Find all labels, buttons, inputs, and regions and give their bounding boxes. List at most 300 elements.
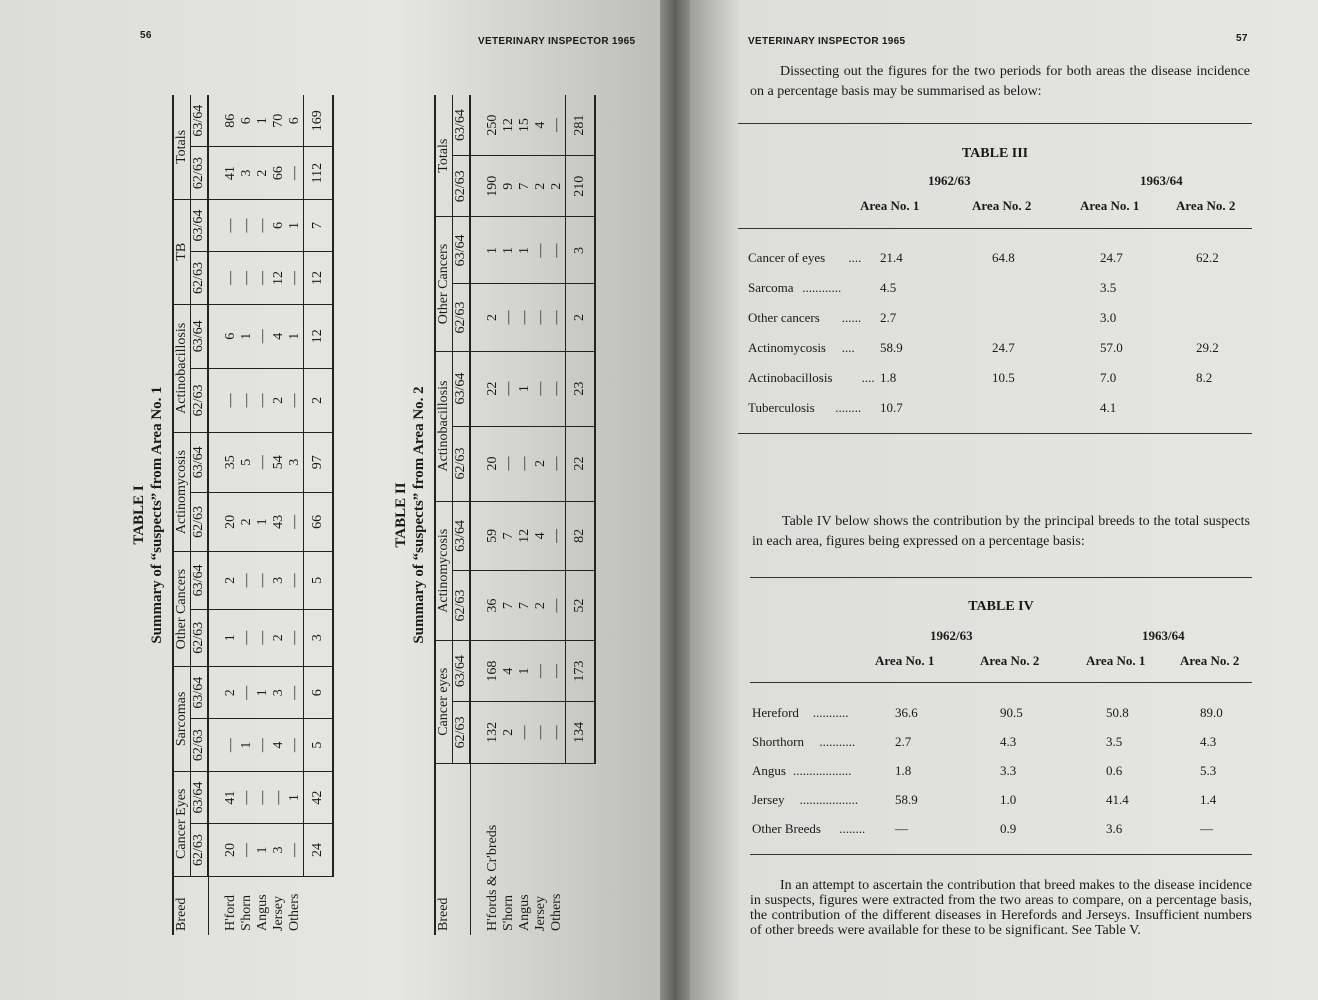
table-3-leader-dots: ........ xyxy=(835,400,862,415)
right-page xyxy=(690,0,1318,1000)
table-4-row-label: Shorthorn xyxy=(752,734,804,749)
table-1-totals-row xyxy=(304,95,334,935)
table-2-cell: 190 xyxy=(470,156,501,217)
table-4-area-header: Area No. 2 xyxy=(980,653,1040,668)
table-3-cell: 4.5 xyxy=(880,280,897,295)
table-1-cell: 1 xyxy=(255,666,271,718)
table-4-year-header: 1962/63 xyxy=(930,628,973,643)
table-1-cell: 1 xyxy=(255,492,271,552)
table-1-cell: — xyxy=(255,609,271,666)
table-2-cell: — xyxy=(549,217,566,284)
table-1-row xyxy=(208,95,239,935)
table-1-cell: — xyxy=(239,552,255,609)
table-2-total-cell: 22 xyxy=(566,426,596,501)
rule xyxy=(738,433,1252,434)
table-2-period-header: 63/64 xyxy=(453,640,471,701)
table-1-cell: 86 xyxy=(208,95,239,147)
table-1-period-header: 63/64 xyxy=(191,552,209,609)
table-2-cell: — xyxy=(549,702,566,763)
table-3-row-label: Actinomycosis xyxy=(748,340,826,355)
table-4-leader-dots: .................. xyxy=(799,792,859,807)
table-2-cell: — xyxy=(549,95,566,156)
table-4-cell: 5.3 xyxy=(1200,763,1217,778)
table-3-cell: 64.8 xyxy=(992,250,1015,265)
table-1-cell: 3 xyxy=(239,147,255,199)
table-4-cell: 41.4 xyxy=(1106,792,1129,807)
table-4-cell: 3.5 xyxy=(1106,734,1123,749)
table-2-cell: — xyxy=(501,351,517,426)
rule xyxy=(750,577,1252,578)
table-2-cell: — xyxy=(549,351,566,426)
table-1-cell: — xyxy=(239,666,255,718)
table-1-cell: — xyxy=(287,719,304,771)
table-4-cell: — xyxy=(895,821,908,836)
table-1-cell: — xyxy=(287,147,304,199)
table-2-cell: 4 xyxy=(501,640,517,701)
table-2-total-cell: 210 xyxy=(566,156,596,217)
table-2-row xyxy=(501,95,517,935)
rule xyxy=(738,228,1252,229)
table-2-period-header: 62/63 xyxy=(453,702,471,763)
table-3-area-header: Area No. 1 xyxy=(860,198,920,213)
table-1-row-label: Angus xyxy=(255,894,270,931)
table-1-cell: — xyxy=(287,824,304,876)
table-4-cell: 89.0 xyxy=(1200,705,1223,720)
table-3-cell: 3.0 xyxy=(1100,310,1117,325)
table-1-cell: — xyxy=(255,552,271,609)
table-2-row-label: Others xyxy=(549,893,565,931)
table-2-period-header: 63/64 xyxy=(453,501,471,571)
table-1-breed-header: Breed xyxy=(173,876,208,935)
table-2-cell: 59 xyxy=(470,501,501,571)
table-1-cell: — xyxy=(287,552,304,609)
table-1-cell: 41 xyxy=(208,147,239,199)
table-3-title: TABLE III xyxy=(961,146,1029,161)
table-2-group-header: Actinomycosis xyxy=(435,501,453,640)
table-1-row-label: Others xyxy=(287,893,303,931)
table-3-cell: 24.7 xyxy=(1100,250,1123,265)
table-3-cell: 1.8 xyxy=(880,370,897,385)
table-3-leader-dots: .... xyxy=(848,250,862,265)
table-2-period-header: 63/64 xyxy=(453,351,471,426)
table-3-row-label: Other cancers xyxy=(748,310,820,325)
table-2-period-header: 62/63 xyxy=(453,284,471,351)
table-1-period-header: 63/64 xyxy=(191,304,209,368)
table-1-group-header: Sarcomas xyxy=(173,666,191,771)
table-1-total-cell: 169 xyxy=(304,95,334,147)
table-1-cell: — xyxy=(287,368,304,432)
table-1-cell: 2 xyxy=(208,666,239,718)
table-2-subtitle: Summary of “suspects” from Area No. 2 xyxy=(411,386,427,644)
table-2-total-cell: 3 xyxy=(566,217,596,284)
table-1-cell: — xyxy=(208,252,239,304)
table-1-cell: — xyxy=(239,199,255,251)
table-4-year-header: 1963/64 xyxy=(1142,628,1185,643)
table-2-cell: — xyxy=(549,501,566,571)
running-header-right: VETERINARY INSPECTOR 1965 xyxy=(748,36,906,47)
table-1-row-label: Jersey xyxy=(271,896,286,931)
table-1-cell: 1 xyxy=(287,304,304,368)
table-1-cell: 4 xyxy=(271,719,287,771)
table-1-cell: — xyxy=(255,368,271,432)
table-4-cell: 1.4 xyxy=(1200,792,1217,807)
table-1-cell: — xyxy=(239,771,255,823)
table-4-leader-dots: ........ xyxy=(839,821,866,836)
table-4-cell: 0.9 xyxy=(1000,821,1017,836)
table-1-cell: — xyxy=(208,719,239,771)
table-2-row-label: Jersey xyxy=(533,896,548,931)
table-1-period-header: 62/63 xyxy=(191,609,209,666)
table-4-row-label: Angus xyxy=(752,763,786,778)
table-4-row-label: Hereford xyxy=(752,705,799,720)
table-1-period-header: 63/64 xyxy=(191,199,209,251)
table-2-cell: — xyxy=(517,426,533,501)
table-1-total-cell: 42 xyxy=(304,771,334,823)
table-2-cell: 9 xyxy=(501,156,517,217)
table-1-cell: — xyxy=(255,719,271,771)
table-2-group-header: Other Cancers xyxy=(435,217,453,351)
rule xyxy=(750,682,1252,683)
table-2-cell: 4 xyxy=(533,95,549,156)
table-3-cell: 8.2 xyxy=(1196,370,1213,385)
table-2-title: TABLE II xyxy=(393,482,409,548)
table-1-cell: 6 xyxy=(271,199,287,251)
table-1-cell: 3 xyxy=(271,824,287,876)
table-2-cell: — xyxy=(533,702,549,763)
table-1-total-cell: 5 xyxy=(304,719,334,771)
page-number-right: 57 xyxy=(1236,33,1248,44)
table-1-row xyxy=(255,95,271,935)
table-1-cell: 3 xyxy=(287,432,304,492)
rule xyxy=(738,123,1252,124)
table-2-cell: 132 xyxy=(470,702,501,763)
table-1-group-header: Actinobacillosis xyxy=(173,304,191,432)
table-3-cell: 29.2 xyxy=(1196,340,1219,355)
table-2-total-cell: 2 xyxy=(566,284,596,351)
table-1-grid xyxy=(172,95,334,935)
table-1-period-header: 62/63 xyxy=(191,492,209,552)
table-3-area-header: Area No. 2 xyxy=(1176,198,1236,213)
table-2-period-header: 63/64 xyxy=(453,217,471,284)
table-2-cell: 7 xyxy=(501,501,517,571)
table-1-row xyxy=(239,95,255,935)
table-2-total-cell: 134 xyxy=(566,702,596,763)
table-3-cell: 62.2 xyxy=(1196,250,1219,265)
table-2-row xyxy=(470,95,501,935)
table-2-cell: 4 xyxy=(533,501,549,571)
table-1-cell: — xyxy=(271,771,287,823)
table-3-leader-dots: ...... xyxy=(841,310,862,325)
table-1-cell: 1 xyxy=(287,771,304,823)
table-4-cell: 4.3 xyxy=(1200,734,1217,749)
table-2-cell: 7 xyxy=(517,156,533,217)
table-1-period-header: 62/63 xyxy=(191,719,209,771)
table-2-cell: 2 xyxy=(533,426,549,501)
table-1-cell: 3 xyxy=(271,552,287,609)
table-2-cell: 1 xyxy=(517,217,533,284)
table-1-cell: 20 xyxy=(208,824,239,876)
table-1-period-header: 62/63 xyxy=(191,252,209,304)
table-1-total-cell: 112 xyxy=(304,147,334,199)
table-2-cell: — xyxy=(549,640,566,701)
table-1-cell: 1 xyxy=(255,95,271,147)
table-4-area-header: Area No. 1 xyxy=(1086,653,1146,668)
intro-paragraph: Dissecting out the figures for the two periods for both areas the disease incidence on a percentage basis may be summarised as below: xyxy=(750,64,1250,99)
table-1-cell: — xyxy=(255,199,271,251)
table-2-period-header: 62/63 xyxy=(453,571,471,641)
table-2-cell: 1 xyxy=(517,351,533,426)
table-1-cell: 3 xyxy=(271,666,287,718)
table-2-cell: 2 xyxy=(501,702,517,763)
mid-paragraph: Table IV below shows the contribution by the principal breeds to the total suspects in each area, figures being expressed on a percentage basis: xyxy=(752,514,1250,549)
table-2-breed-header: Breed xyxy=(435,763,470,935)
table-2-cell: 1 xyxy=(501,217,517,284)
table-1-cell: — xyxy=(239,824,255,876)
table-3-row-label: Actinobacillosis xyxy=(748,370,833,385)
table-1-cell: — xyxy=(239,368,255,432)
table-2-totals-label xyxy=(566,763,596,935)
table-1-cell: 5 xyxy=(239,432,255,492)
table-1-row-label: H'ford xyxy=(222,895,238,931)
table-1-cell: 2 xyxy=(239,492,255,552)
table-1-row xyxy=(271,95,287,935)
table-2-row-label: H'fords & Cr'breds xyxy=(484,824,500,931)
table-2-cell: 2 xyxy=(549,156,566,217)
table-1-cell: 1 xyxy=(208,609,239,666)
table-3-area-header: Area No. 2 xyxy=(972,198,1032,213)
table-2-cell: — xyxy=(549,571,566,641)
closing-paragraph: In an attempt to ascertain the contribution that breed makes to the disease incidence in suspects, figures were extracted from the two areas to compare, on a percentage basis, the contribution of the different diseases in Herefords and Jerseys. Insufficient numbers of other breeds were available for these to be significant. See Table V. xyxy=(750,878,1252,938)
table-2-total-cell: 82 xyxy=(566,501,596,571)
table-1-totals-label xyxy=(304,876,334,935)
table-2-cell: — xyxy=(533,351,549,426)
rule xyxy=(750,854,1252,855)
table-1-period-header: 62/63 xyxy=(191,824,209,876)
table-1-cell: 41 xyxy=(208,771,239,823)
table-1-subtitle: Summary of “suspects” from Area No. 1 xyxy=(149,386,165,644)
table-1-cell: 66 xyxy=(271,147,287,199)
table-4-cell: 36.6 xyxy=(895,705,918,720)
table-2-cell: 168 xyxy=(470,640,501,701)
table-4-area-header: Area No. 1 xyxy=(875,653,935,668)
table-4-area-header: Area No. 2 xyxy=(1180,653,1240,668)
table-1-cell: — xyxy=(287,492,304,552)
table-1-cell: 2 xyxy=(271,609,287,666)
table-3-leader-dots: .... xyxy=(841,340,855,355)
table-4-cell: 50.8 xyxy=(1106,705,1129,720)
table-4-cell: — xyxy=(1200,821,1213,836)
table-2-row-label: S'horn xyxy=(501,895,516,931)
table-1-cell: 6 xyxy=(287,95,304,147)
table-1-total-cell: 5 xyxy=(304,552,334,609)
table-4-leader-dots: .................. xyxy=(793,763,852,778)
table-2-row xyxy=(533,95,549,935)
table-2-totals-row xyxy=(566,95,596,935)
table-1-cell: 4 xyxy=(271,304,287,368)
table-1 xyxy=(130,95,334,935)
table-2-cell: — xyxy=(533,640,549,701)
table-3-leader-dots: .... xyxy=(861,370,875,385)
table-2-cell: — xyxy=(549,284,566,351)
table-1-cell: 12 xyxy=(271,252,287,304)
table-3-row-label: Cancer of eyes xyxy=(748,250,826,265)
table-1-period-header: 62/63 xyxy=(191,147,209,199)
table-2-row xyxy=(517,95,533,935)
table-3-cell: 21.4 xyxy=(880,250,903,265)
table-2-cell: 12 xyxy=(501,95,517,156)
table-2-total-cell: 281 xyxy=(566,95,596,156)
table-1-total-cell: 24 xyxy=(304,824,334,876)
table-3-row-label: Tuberculosis xyxy=(748,400,815,415)
table-1-cell: — xyxy=(255,304,271,368)
table-1-cell: 6 xyxy=(208,304,239,368)
table-1-cell: — xyxy=(287,666,304,718)
table-1-group-header: Other Cancers xyxy=(173,552,191,667)
table-3-year-header: 1962/63 xyxy=(928,173,971,188)
table-1-cell: 6 xyxy=(239,95,255,147)
table-1-total-cell: 6 xyxy=(304,666,334,718)
table-3-area-header: Area No. 1 xyxy=(1080,198,1140,213)
table-2-group-header: Cancer eyes xyxy=(435,640,453,763)
table-2-cell: 12 xyxy=(517,501,533,571)
table-3-leader-dots: ............ xyxy=(802,280,842,295)
table-2-cell: 2 xyxy=(533,571,549,641)
table-3-cell: 7.0 xyxy=(1100,370,1117,385)
page-number-left: 56 xyxy=(140,30,152,41)
table-2-cell: 1 xyxy=(517,640,533,701)
table-4-cell: 1.8 xyxy=(895,763,912,778)
table-1-period-header: 63/64 xyxy=(191,95,209,147)
table-1-cell: 54 xyxy=(271,432,287,492)
table-1-cell: — xyxy=(239,252,255,304)
table-2-cell: — xyxy=(533,284,549,351)
table-1-cell: 1 xyxy=(239,304,255,368)
table-1-cell: — xyxy=(255,252,271,304)
table-1-cell: 2 xyxy=(208,552,239,609)
table-2-period-header: 63/64 xyxy=(453,95,471,156)
table-1-cell: 1 xyxy=(287,199,304,251)
table-2-cell: — xyxy=(501,426,517,501)
table-2-cell: 7 xyxy=(517,571,533,641)
table-2-period-header: 62/63 xyxy=(453,426,471,501)
table-1-total-cell: 3 xyxy=(304,609,334,666)
table-2-group-header: Actinobacillosis xyxy=(435,351,453,501)
table-3-row-label: Sarcoma xyxy=(748,280,794,295)
table-1-cell: 1 xyxy=(255,824,271,876)
table-3-cell: 57.0 xyxy=(1100,340,1123,355)
table-2-cell: 15 xyxy=(517,95,533,156)
table-4-cell: 0.6 xyxy=(1106,763,1123,778)
table-2 xyxy=(392,95,596,935)
table-1-group-header: Totals xyxy=(173,95,191,199)
running-header-left: VETERINARY INSPECTOR 1965 xyxy=(478,36,636,47)
table-1-period-header: 62/63 xyxy=(191,368,209,432)
table-1-period-header: 63/64 xyxy=(191,666,209,718)
table-1-total-cell: 97 xyxy=(304,432,334,492)
table-4-row-label: Jersey xyxy=(752,792,785,807)
table-1-cell: 2 xyxy=(271,368,287,432)
table-2-cell: 250 xyxy=(470,95,501,156)
table-4-cell: 4.3 xyxy=(1000,734,1017,749)
table-3-cell: 58.9 xyxy=(880,340,903,355)
table-1-total-cell: 2 xyxy=(304,368,334,432)
table-1-total-cell: 12 xyxy=(304,252,334,304)
table-4-cell: 90.5 xyxy=(1000,705,1023,720)
table-1-period-header: 63/64 xyxy=(191,771,209,823)
book-gutter xyxy=(660,0,690,1000)
table-1-group-header: Actinomycosis xyxy=(173,432,191,551)
table-1-cell: 20 xyxy=(208,492,239,552)
table-4-cell: 58.9 xyxy=(895,792,918,807)
table-3-cell: 2.7 xyxy=(880,310,897,325)
table-2-cell: — xyxy=(549,426,566,501)
table-1-cell: 1 xyxy=(239,719,255,771)
table-2-cell: 36 xyxy=(470,571,501,641)
table-4-row-label: Other Breeds xyxy=(752,821,821,836)
table-1-cell: — xyxy=(287,609,304,666)
table-1-total-cell: 66 xyxy=(304,492,334,552)
table-2-row-label: Angus xyxy=(517,894,532,931)
table-3-cell: 10.7 xyxy=(880,400,903,415)
table-1-cell: 35 xyxy=(208,432,239,492)
table-3-year-header: 1963/64 xyxy=(1140,173,1183,188)
table-2-period-header: 62/63 xyxy=(453,156,471,217)
table-3-cell: 4.1 xyxy=(1100,400,1117,415)
table-1-cell: 43 xyxy=(271,492,287,552)
table-1-cell: — xyxy=(255,771,271,823)
table-3-cell: 10.5 xyxy=(992,370,1015,385)
table-1-cell: — xyxy=(239,609,255,666)
table-2-grid xyxy=(434,95,596,935)
table-3-cell: 24.7 xyxy=(992,340,1015,355)
table-1-cell: — xyxy=(208,368,239,432)
table-2-cell: — xyxy=(501,284,517,351)
table-1-cell: — xyxy=(208,199,239,251)
table-1-cell: 70 xyxy=(271,95,287,147)
table-2-cell: 2 xyxy=(533,156,549,217)
table-1-cell: — xyxy=(287,252,304,304)
table-4-cell: 3.3 xyxy=(1000,763,1017,778)
table-4-cell: 1.0 xyxy=(1000,792,1017,807)
table-2-group-header: Totals xyxy=(435,95,453,217)
table-2-total-cell: 52 xyxy=(566,571,596,641)
table-1-group-header: TB xyxy=(173,199,191,304)
table-4-title: TABLE IV xyxy=(968,599,1034,614)
table-2-cell: — xyxy=(533,217,549,284)
table-2-total-cell: 173 xyxy=(566,640,596,701)
table-4-leader-dots: ........... xyxy=(812,705,849,720)
table-2-cell: 20 xyxy=(470,426,501,501)
table-2-cell: 1 xyxy=(470,217,501,284)
table-2-row xyxy=(549,95,566,935)
table-4-leader-dots: ........... xyxy=(819,734,856,749)
table-3-cell: 3.5 xyxy=(1100,280,1117,295)
table-4-cell: 3.6 xyxy=(1106,821,1123,836)
table-1-row xyxy=(287,95,304,935)
table-2-cell: — xyxy=(517,702,533,763)
table-1-total-cell: 12 xyxy=(304,304,334,368)
table-2-cell: 7 xyxy=(501,571,517,641)
table-1-group-header: Cancer Eyes xyxy=(173,771,191,876)
table-1-cell: 2 xyxy=(255,147,271,199)
table-2-total-cell: 23 xyxy=(566,351,596,426)
table-1-row-label: S'horn xyxy=(239,895,254,931)
table-1-period-header: 63/64 xyxy=(191,432,209,492)
table-2-cell: 2 xyxy=(470,284,501,351)
table-1-total-cell: 7 xyxy=(304,199,334,251)
table-2-cell: — xyxy=(517,284,533,351)
table-1-cell: — xyxy=(255,432,271,492)
